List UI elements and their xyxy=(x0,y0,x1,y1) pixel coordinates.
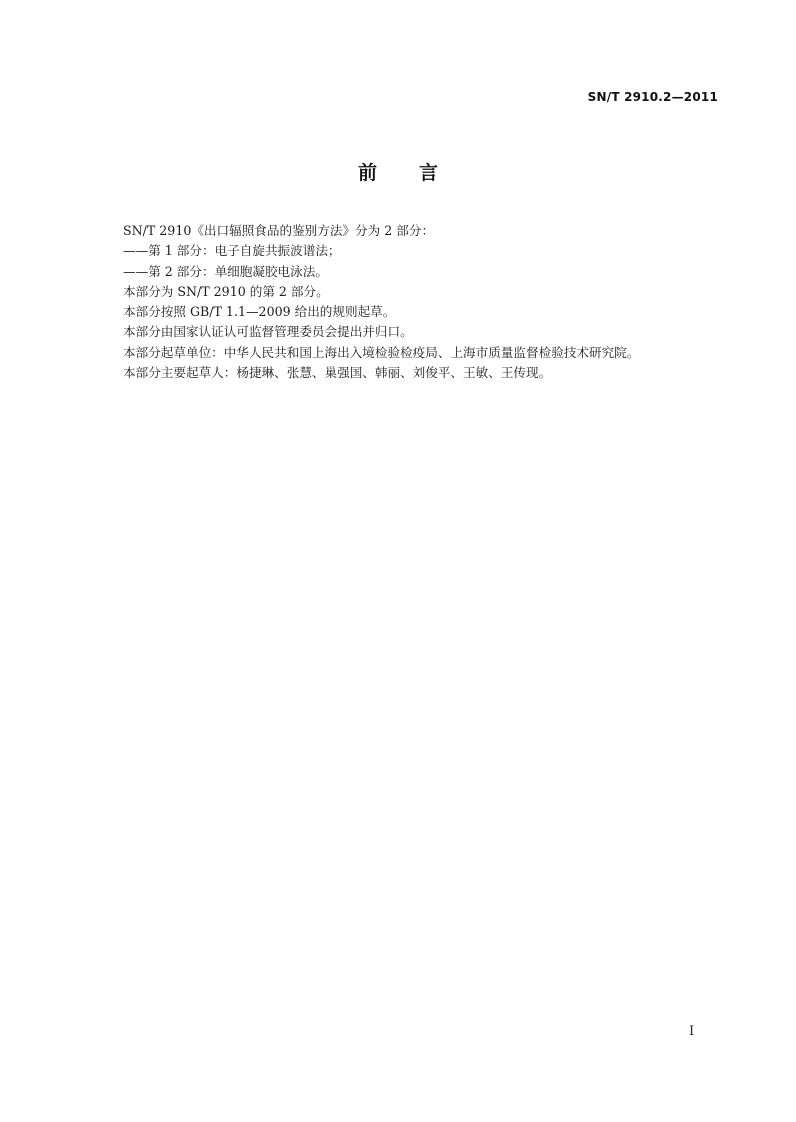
paragraph: 本部分起草单位：中华人民共和国上海出入境检验检疫局、上海市质量监督检验技术研究院。 xyxy=(123,344,640,360)
paragraph: 本部分按照 GB/T 1.1—2009 给出的规则起草。 xyxy=(123,304,396,320)
paragraph: SN/T 2910《出口辐照食品的鉴别方法》分为 2 部分： xyxy=(123,223,435,238)
paragraph: ——第 1 部分：电子自旋共振波谱法； xyxy=(123,243,341,259)
paragraph: 本部分主要起草人：杨捷琳、张慧、巢强国、韩丽、刘俊平、王敏、王传现。 xyxy=(123,365,552,381)
foreword-content xyxy=(123,221,703,383)
standard-code: SN/T 2910.2—2011 xyxy=(587,90,718,104)
page-number: I xyxy=(689,1024,695,1039)
paragraph: 本部分为 SN/T 2910 的第 2 部分。 xyxy=(123,283,329,299)
paragraph: 本部分由国家认证认可监督管理委员会提出并归口。 xyxy=(123,324,413,340)
page-title: 前言 xyxy=(357,162,480,184)
paragraph: ——第 2 部分：单细胞凝胶电泳法。 xyxy=(123,263,328,279)
